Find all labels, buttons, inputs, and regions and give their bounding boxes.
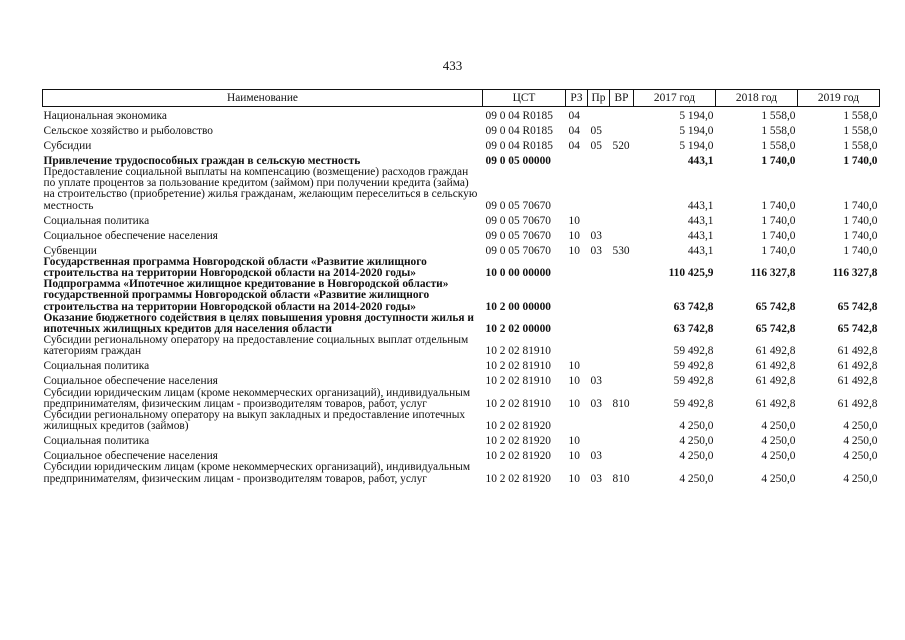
cell-pr: 05	[590, 124, 602, 137]
cell-2019: 61 492,8	[837, 360, 878, 373]
table-row	[43, 410, 880, 432]
cell-pr	[588, 107, 610, 123]
cell-name: Субсидии юридическим лицам (кроме некоммерческих организаций), индивидуальным предпринимателям, физическим лицам - производителям товаров, работ, услуг	[43, 462, 471, 485]
cell-name: Предоставление социальной выплаты на компенсацию (возмещение) расходов граждан по уплате процентов за пользование кредитом (займом) при получении кредита (займа) на строительство (приобретение) жилья гражданам, желающим переселиться в сельскую местность	[43, 167, 478, 212]
cell-name: Социальное обеспечение населения	[43, 229, 218, 242]
cell-2018: 65 742,8	[755, 300, 796, 313]
header-2018: 2018 год	[716, 90, 798, 107]
cell-pr: 03	[590, 397, 602, 410]
cell-rz	[566, 313, 588, 335]
cell-cst: 09 0 05 70670	[485, 244, 551, 257]
cell-2017: 443,1	[687, 154, 714, 167]
cell-cst: 09 0 05 00000	[485, 154, 551, 167]
cell-name: Привлечение трудоспособных граждан в сельскую местность	[43, 154, 361, 167]
cell-rz: 10	[568, 435, 580, 448]
cell-vr	[610, 447, 634, 462]
cell-pr	[588, 410, 610, 432]
cell-2018: 116 327,8	[750, 267, 796, 280]
cell-2017: 5 194,0	[679, 139, 714, 152]
cell-vr	[610, 122, 634, 137]
table-row	[43, 122, 880, 137]
cell-pr: 03	[590, 229, 602, 242]
cell-2018: 61 492,8	[755, 345, 796, 358]
cell-cst: 09 0 05 70670	[485, 229, 551, 242]
cell-cst: 10 2 02 81920	[485, 450, 551, 463]
cell-2017: 443,1	[687, 214, 714, 227]
table-row	[43, 462, 880, 484]
cell-pr	[588, 432, 610, 447]
cell-2019: 4 250,0	[843, 472, 878, 485]
cell-2017: 63 742,8	[673, 300, 714, 313]
cell-cst: 09 0 05 70670	[485, 199, 551, 212]
cell-rz	[566, 257, 588, 279]
cell-name: Национальная экономика	[43, 109, 167, 122]
cell-name: Подпрограмма «Ипотечное жилищное кредитование в Новгородской области» государственной программы Новгородской области «Развитие жилищного строительства на территории Новгородской области на 2014-2020 годы»	[43, 279, 449, 313]
cell-2017: 110 425,9	[668, 267, 714, 280]
cell-2017: 4 250,0	[679, 472, 714, 485]
cell-2019: 65 742,8	[837, 323, 878, 336]
cell-rz: 10	[568, 450, 580, 463]
cell-cst: 09 0 04 R0185	[485, 124, 553, 137]
cell-2019: 4 250,0	[843, 435, 878, 448]
cell-2019: 1 740,0	[843, 199, 878, 212]
cell-2017: 4 250,0	[679, 420, 714, 433]
cell-name: Субвенции	[43, 244, 97, 257]
cell-pr	[588, 335, 610, 357]
cell-vr	[610, 212, 634, 227]
cell-2017: 5 194,0	[679, 109, 714, 122]
table-row	[43, 313, 880, 335]
header-name: Наименование	[43, 90, 483, 107]
cell-cst: 09 0 05 70670	[485, 214, 551, 227]
cell-vr: 520	[612, 139, 630, 152]
cell-name: Социальная политика	[43, 360, 150, 373]
cell-name: Субсидии региональному оператору на выкуп закладных и предоставление ипотечных жилищных кредитов (займов)	[43, 410, 466, 433]
cell-pr	[588, 279, 610, 313]
cell-2018: 1 558,0	[761, 139, 796, 152]
header-pr: Пр	[588, 90, 610, 107]
cell-vr: 810	[612, 472, 630, 485]
cell-cst: 10 2 02 81920	[485, 435, 551, 448]
cell-vr	[610, 313, 634, 335]
cell-2018: 61 492,8	[755, 397, 796, 410]
cell-cst: 10 2 00 00000	[485, 300, 551, 313]
cell-rz: 10	[568, 360, 580, 373]
cell-2017: 59 492,8	[673, 397, 714, 410]
header-2019: 2019 год	[798, 90, 880, 107]
cell-2017: 63 742,8	[673, 323, 714, 336]
cell-pr: 03	[590, 375, 602, 388]
cell-cst: 10 2 02 81910	[485, 397, 551, 410]
cell-rz: 10	[568, 397, 580, 410]
cell-2019: 1 740,0	[843, 154, 878, 167]
cell-cst: 09 0 04 R0185	[485, 139, 553, 152]
table-row	[43, 358, 880, 373]
cell-name: Социальное обеспечение населения	[43, 450, 218, 463]
cell-2018: 61 492,8	[755, 360, 796, 373]
cell-2019: 65 742,8	[837, 300, 878, 313]
cell-2018: 4 250,0	[761, 472, 796, 485]
cell-2019: 1 740,0	[843, 214, 878, 227]
cell-pr	[588, 152, 610, 167]
cell-vr	[610, 152, 634, 167]
cell-vr	[610, 107, 634, 123]
cell-2018: 1 558,0	[761, 109, 796, 122]
table-body	[43, 107, 880, 485]
cell-2019: 1 558,0	[843, 139, 878, 152]
table-row	[43, 388, 880, 410]
cell-vr	[610, 335, 634, 357]
cell-rz	[566, 167, 588, 212]
table-row	[43, 242, 880, 257]
cell-rz	[566, 335, 588, 357]
cell-2018: 61 492,8	[755, 375, 796, 388]
cell-vr	[610, 257, 634, 279]
table-row	[43, 447, 880, 462]
cell-rz: 10	[568, 375, 580, 388]
cell-2017: 4 250,0	[679, 435, 714, 448]
cell-vr	[610, 373, 634, 388]
table-row	[43, 107, 880, 123]
cell-rz	[566, 152, 588, 167]
cell-cst: 10 2 02 81920	[485, 420, 551, 433]
page-number: 433	[442, 58, 463, 73]
cell-2017: 4 250,0	[679, 450, 714, 463]
table-row	[43, 152, 880, 167]
cell-2017: 5 194,0	[679, 124, 714, 137]
cell-cst: 10 2 02 81910	[485, 375, 551, 388]
cell-2018: 1 740,0	[761, 229, 796, 242]
cell-rz: 10	[568, 229, 580, 242]
cell-pr	[588, 212, 610, 227]
cell-name: Социальная политика	[43, 435, 150, 448]
cell-vr	[610, 410, 634, 432]
cell-rz: 10	[568, 244, 580, 257]
cell-cst: 10 0 00 00000	[485, 267, 551, 280]
table-row	[43, 335, 880, 357]
cell-rz	[566, 410, 588, 432]
cell-2019: 61 492,8	[837, 397, 878, 410]
cell-pr	[588, 167, 610, 212]
cell-2018: 4 250,0	[761, 420, 796, 433]
cell-2018: 4 250,0	[761, 450, 796, 463]
cell-2019: 61 492,8	[837, 375, 878, 388]
cell-pr: 05	[590, 139, 602, 152]
cell-name: Субсидии	[43, 139, 92, 152]
cell-rz: 04	[568, 124, 580, 137]
cell-2017: 59 492,8	[673, 360, 714, 373]
table-row	[43, 137, 880, 152]
cell-vr	[610, 358, 634, 373]
cell-2018: 1 558,0	[761, 124, 796, 137]
cell-pr	[588, 257, 610, 279]
cell-pr	[588, 358, 610, 373]
cell-pr: 03	[590, 450, 602, 463]
cell-2019: 61 492,8	[837, 345, 878, 358]
cell-rz: 10	[568, 472, 580, 485]
table-row	[43, 432, 880, 447]
cell-2019: 1 558,0	[843, 124, 878, 137]
cell-name: Субсидии юридическим лицам (кроме некоммерческих организаций), индивидуальным предпринимателям, физическим лицам - производителям товаров, работ, услуг	[43, 387, 471, 410]
header-rz: РЗ	[566, 90, 588, 107]
cell-name: Социальная политика	[43, 214, 150, 227]
table-row	[43, 257, 880, 279]
budget-table	[42, 89, 880, 485]
cell-2017: 59 492,8	[673, 345, 714, 358]
cell-2017: 443,1	[687, 199, 714, 212]
table-header	[43, 90, 880, 107]
table-row	[43, 373, 880, 388]
cell-2018: 65 742,8	[755, 323, 796, 336]
cell-pr: 03	[590, 472, 602, 485]
cell-name: Социальное обеспечение населения	[43, 375, 218, 388]
cell-2017: 59 492,8	[673, 375, 714, 388]
cell-vr	[610, 432, 634, 447]
cell-vr: 530	[612, 244, 630, 257]
cell-rz: 10	[568, 214, 580, 227]
cell-2018: 4 250,0	[761, 435, 796, 448]
cell-2017: 443,1	[687, 229, 714, 242]
cell-name: Сельское хозяйство и рыболовство	[43, 124, 213, 137]
cell-2019: 4 250,0	[843, 450, 878, 463]
header-cst: ЦСТ	[483, 90, 566, 107]
cell-2019: 1 740,0	[843, 244, 878, 257]
cell-2019: 4 250,0	[843, 420, 878, 433]
cell-2019: 1 558,0	[843, 109, 878, 122]
cell-vr: 810	[612, 397, 630, 410]
cell-rz	[566, 279, 588, 313]
cell-rz: 04	[568, 139, 580, 152]
cell-cst: 10 2 02 81920	[485, 472, 551, 485]
cell-2018: 1 740,0	[761, 154, 796, 167]
cell-2017: 443,1	[687, 244, 714, 257]
cell-cst: 10 2 02 81910	[485, 345, 551, 358]
header-vr: ВР	[610, 90, 634, 107]
cell-2018: 1 740,0	[761, 214, 796, 227]
cell-name: Оказание бюджетного содействия в целях повышения уровня доступности жилья и ипотечных жилищных кредитов для населения области	[43, 312, 474, 336]
header-2017: 2017 год	[634, 90, 716, 107]
cell-vr	[610, 167, 634, 212]
cell-cst: 10 2 02 00000	[485, 323, 551, 336]
cell-2019: 116 327,8	[832, 267, 878, 280]
cell-2018: 1 740,0	[761, 244, 796, 257]
table-row	[43, 212, 880, 227]
cell-vr	[610, 279, 634, 313]
table-row	[43, 227, 880, 242]
cell-2018: 1 740,0	[761, 199, 796, 212]
table-row	[43, 167, 880, 212]
cell-vr	[610, 227, 634, 242]
cell-cst: 10 2 02 81910	[485, 360, 551, 373]
cell-name: Государственная программа Новгородской области «Развитие жилищного строительства на территории Новгородской области на 2014-2020 годы»	[43, 256, 427, 280]
cell-cst: 09 0 04 R0185	[485, 109, 553, 122]
cell-2019: 1 740,0	[843, 229, 878, 242]
cell-pr: 03	[590, 244, 602, 257]
cell-pr	[588, 313, 610, 335]
cell-name: Субсидии региональному оператору на предоставление социальных выплат отдельным категориям граждан	[43, 335, 469, 358]
table-row	[43, 279, 880, 313]
cell-rz: 04	[568, 109, 580, 122]
